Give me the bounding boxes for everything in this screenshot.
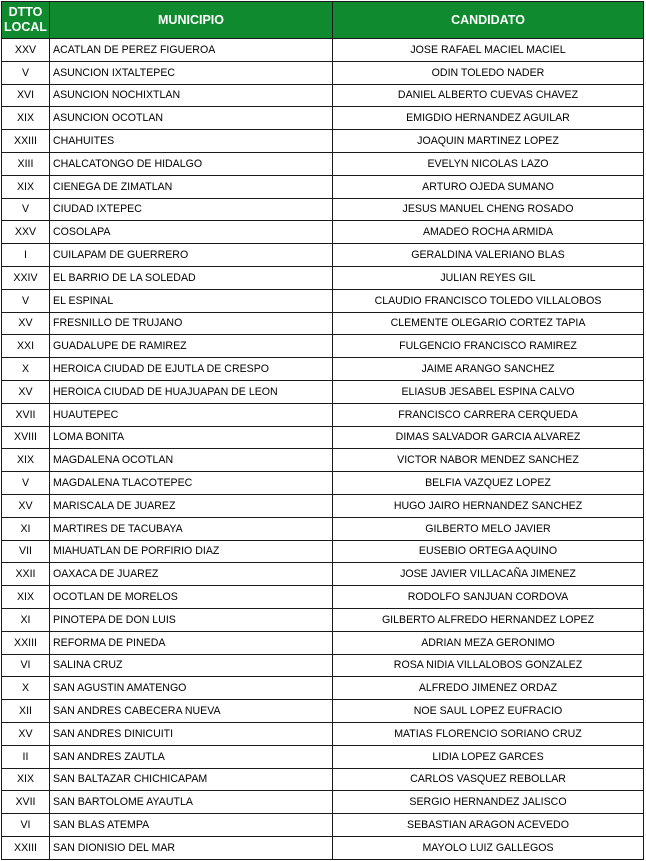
- candidato-cell: ELIASUB JESABEL ESPINA CALVO: [333, 380, 644, 403]
- municipio-cell: ASUNCION NOCHIXTLAN: [50, 84, 333, 107]
- municipio-cell: CIENEGA DE ZIMATLAN: [50, 175, 333, 198]
- table-row: [2, 654, 644, 677]
- candidato-cell: JAIME ARANGO SANCHEZ: [333, 358, 644, 381]
- municipio-cell: LOMA BONITA: [50, 426, 333, 449]
- dtto-cell: I: [2, 244, 50, 267]
- dtto-cell: XXIV: [2, 266, 50, 289]
- municipio-cell: SAN BALTAZAR CHICHICAPAM: [50, 768, 333, 791]
- dtto-cell: XV: [2, 494, 50, 517]
- candidato-cell: LIDIA LOPEZ GARCES: [333, 745, 644, 768]
- candidato-cell: ALFREDO JIMENEZ ORDAZ: [333, 677, 644, 700]
- header-municipio: MUNICIPIO: [50, 2, 333, 39]
- dtto-cell: XXIII: [2, 130, 50, 153]
- dtto-cell: V: [2, 198, 50, 221]
- candidato-cell: ADRIAN MEZA GERONIMO: [333, 631, 644, 654]
- table-row: [2, 768, 644, 791]
- candidato-cell: GILBERTO MELO JAVIER: [333, 517, 644, 540]
- municipio-cell: MARTIRES DE TACUBAYA: [50, 517, 333, 540]
- dtto-cell: XIX: [2, 175, 50, 198]
- table-row: [2, 380, 644, 403]
- dtto-cell: X: [2, 358, 50, 381]
- dtto-cell: XV: [2, 380, 50, 403]
- dtto-cell: V: [2, 472, 50, 495]
- municipio-cell: FRESNILLO DE TRUJANO: [50, 312, 333, 335]
- dtto-cell: XIII: [2, 152, 50, 175]
- candidato-cell: BELFIA VAZQUEZ LOPEZ: [333, 472, 644, 495]
- table-body: [2, 39, 644, 860]
- table-row: [2, 745, 644, 768]
- candidato-cell: DANIEL ALBERTO CUEVAS CHAVEZ: [333, 84, 644, 107]
- candidato-cell: ODIN TOLEDO NADER: [333, 61, 644, 84]
- candidato-cell: CLAUDIO FRANCISCO TOLEDO VILLALOBOS: [333, 289, 644, 312]
- municipio-cell: SAN BLAS ATEMPA: [50, 814, 333, 837]
- municipio-cell: EL ESPINAL: [50, 289, 333, 312]
- table-row: [2, 586, 644, 609]
- dtto-cell: XVII: [2, 403, 50, 426]
- dtto-cell: XV: [2, 312, 50, 335]
- table-row: [2, 358, 644, 381]
- municipio-cell: COSOLAPA: [50, 221, 333, 244]
- table-row: [2, 312, 644, 335]
- dtto-cell: XIX: [2, 586, 50, 609]
- municipio-cell: CHALCATONGO DE HIDALGO: [50, 152, 333, 175]
- table-row: [2, 221, 644, 244]
- municipio-cell: GUADALUPE DE RAMIREZ: [50, 335, 333, 358]
- dtto-cell: XI: [2, 517, 50, 540]
- table-row: [2, 677, 644, 700]
- municipio-cell: MAGDALENA OCOTLAN: [50, 449, 333, 472]
- dtto-cell: II: [2, 745, 50, 768]
- dtto-cell: XIX: [2, 107, 50, 130]
- candidato-cell: JOAQUIN MARTINEZ LOPEZ: [333, 130, 644, 153]
- candidato-cell: ROSA NIDIA VILLALOBOS GONZALEZ: [333, 654, 644, 677]
- header-dtto-line2: LOCAL: [3, 20, 48, 34]
- candidato-cell: NOE SAUL LOPEZ EUFRACIO: [333, 700, 644, 723]
- dtto-cell: VI: [2, 814, 50, 837]
- table-row: [2, 814, 644, 837]
- table-row: [2, 836, 644, 859]
- table-row: [2, 335, 644, 358]
- municipio-cell: HUAUTEPEC: [50, 403, 333, 426]
- candidato-cell: CLEMENTE OLEGARIO CORTEZ TAPIA: [333, 312, 644, 335]
- table-row: [2, 426, 644, 449]
- dtto-cell: X: [2, 677, 50, 700]
- municipio-cell: SAN ANDRES ZAUTLA: [50, 745, 333, 768]
- table-row: [2, 130, 644, 153]
- municipio-cell: ACATLAN DE PEREZ FIGUEROA: [50, 39, 333, 62]
- table-row: [2, 39, 644, 62]
- municipio-cell: EL BARRIO DE LA SOLEDAD: [50, 266, 333, 289]
- table-header: [2, 2, 644, 39]
- dtto-cell: XVII: [2, 791, 50, 814]
- candidato-cell: GILBERTO ALFREDO HERNANDEZ LOPEZ: [333, 608, 644, 631]
- table-row: [2, 61, 644, 84]
- dtto-cell: XIX: [2, 449, 50, 472]
- municipio-cell: PINOTEPA DE DON LUIS: [50, 608, 333, 631]
- dtto-cell: XXV: [2, 39, 50, 62]
- municipio-cell: MARISCALA DE JUAREZ: [50, 494, 333, 517]
- candidato-cell: VICTOR NABOR MENDEZ SANCHEZ: [333, 449, 644, 472]
- candidato-cell: HUGO JAIRO HERNANDEZ SANCHEZ: [333, 494, 644, 517]
- header-candidato: CANDIDATO: [333, 2, 644, 39]
- table-row: [2, 494, 644, 517]
- dtto-cell: XXV: [2, 221, 50, 244]
- dtto-cell: XV: [2, 722, 50, 745]
- table-row: [2, 472, 644, 495]
- municipio-cell: SALINA CRUZ: [50, 654, 333, 677]
- table-row: [2, 244, 644, 267]
- table-row: [2, 198, 644, 221]
- candidato-cell: JESUS MANUEL CHENG ROSADO: [333, 198, 644, 221]
- table-row: [2, 289, 644, 312]
- candidato-cell: MAYOLO LUIZ GALLEGOS: [333, 836, 644, 859]
- municipio-cell: ASUNCION IXTALTEPEC: [50, 61, 333, 84]
- dtto-cell: XI: [2, 608, 50, 631]
- dtto-cell: VII: [2, 540, 50, 563]
- dtto-cell: XVIII: [2, 426, 50, 449]
- header-dtto-line1: DTTO: [8, 5, 43, 19]
- candidato-cell: AMADEO ROCHA ARMIDA: [333, 221, 644, 244]
- table-row: [2, 540, 644, 563]
- municipio-cell: SAN BARTOLOME AYAUTLA: [50, 791, 333, 814]
- municipio-cell: HEROICA CIUDAD DE EJUTLA DE CRESPO: [50, 358, 333, 381]
- dtto-cell: XXIII: [2, 631, 50, 654]
- table-row: [2, 517, 644, 540]
- municipio-cell: SAN ANDRES DINICUITI: [50, 722, 333, 745]
- dtto-cell: XXII: [2, 563, 50, 586]
- table-row: [2, 563, 644, 586]
- dtto-cell: VI: [2, 654, 50, 677]
- candidato-cell: ARTURO OJEDA SUMANO: [333, 175, 644, 198]
- candidato-cell: CARLOS VASQUEZ REBOLLAR: [333, 768, 644, 791]
- candidato-cell: DIMAS SALVADOR GARCIA ALVAREZ: [333, 426, 644, 449]
- candidato-cell: RODOLFO SANJUAN CORDOVA: [333, 586, 644, 609]
- municipio-cell: OCOTLAN DE MORELOS: [50, 586, 333, 609]
- municipio-cell: MAGDALENA TLACOTEPEC: [50, 472, 333, 495]
- table-row: [2, 403, 644, 426]
- candidato-cell: JOSE JAVIER VILLACAÑA JIMENEZ: [333, 563, 644, 586]
- header-row: [2, 2, 644, 39]
- candidato-cell: MATIAS FLORENCIO SORIANO CRUZ: [333, 722, 644, 745]
- candidates-table: [1, 1, 644, 860]
- municipio-cell: SAN AGUSTIN AMATENGO: [50, 677, 333, 700]
- municipio-cell: CUILAPAM DE GUERRERO: [50, 244, 333, 267]
- municipio-cell: CHAHUITES: [50, 130, 333, 153]
- candidato-cell: FULGENCIO FRANCISCO RAMIREZ: [333, 335, 644, 358]
- dtto-cell: V: [2, 61, 50, 84]
- dtto-cell: XXI: [2, 335, 50, 358]
- candidato-cell: FRANCISCO CARRERA CERQUEDA: [333, 403, 644, 426]
- table-row: [2, 700, 644, 723]
- municipio-cell: CIUDAD IXTEPEC: [50, 198, 333, 221]
- table-row: [2, 107, 644, 130]
- candidato-cell: EUSEBIO ORTEGA AQUINO: [333, 540, 644, 563]
- candidato-cell: EMIGDIO HERNANDEZ AGUILAR: [333, 107, 644, 130]
- municipio-cell: MIAHUATLAN DE PORFIRIO DIAZ: [50, 540, 333, 563]
- candidato-cell: JULIAN REYES GIL: [333, 266, 644, 289]
- dtto-cell: XII: [2, 700, 50, 723]
- candidato-cell: EVELYN NICOLAS LAZO: [333, 152, 644, 175]
- municipio-cell: ASUNCION OCOTLAN: [50, 107, 333, 130]
- municipio-cell: OAXACA DE JUAREZ: [50, 563, 333, 586]
- table-row: [2, 84, 644, 107]
- dtto-cell: V: [2, 289, 50, 312]
- municipio-cell: HEROICA CIUDAD DE HUAJUAPAN DE LEON: [50, 380, 333, 403]
- municipio-cell: SAN ANDRES CABECERA NUEVA: [50, 700, 333, 723]
- dtto-cell: XVI: [2, 84, 50, 107]
- table-row: [2, 175, 644, 198]
- candidato-cell: JOSE RAFAEL MACIEL MACIEL: [333, 39, 644, 62]
- table-row: [2, 791, 644, 814]
- candidato-cell: SERGIO HERNANDEZ JALISCO: [333, 791, 644, 814]
- table-row: [2, 722, 644, 745]
- municipio-cell: REFORMA DE PINEDA: [50, 631, 333, 654]
- candidato-cell: SEBASTIAN ARAGON ACEVEDO: [333, 814, 644, 837]
- municipio-cell: SAN DIONISIO DEL MAR: [50, 836, 333, 859]
- table-row: [2, 449, 644, 472]
- table-row: [2, 266, 644, 289]
- table-row: [2, 631, 644, 654]
- table-row: [2, 152, 644, 175]
- dtto-cell: XXIII: [2, 836, 50, 859]
- dtto-cell: XIX: [2, 768, 50, 791]
- header-dtto-local: [2, 2, 50, 39]
- table-row: [2, 608, 644, 631]
- candidato-cell: GERALDINA VALERIANO BLAS: [333, 244, 644, 267]
